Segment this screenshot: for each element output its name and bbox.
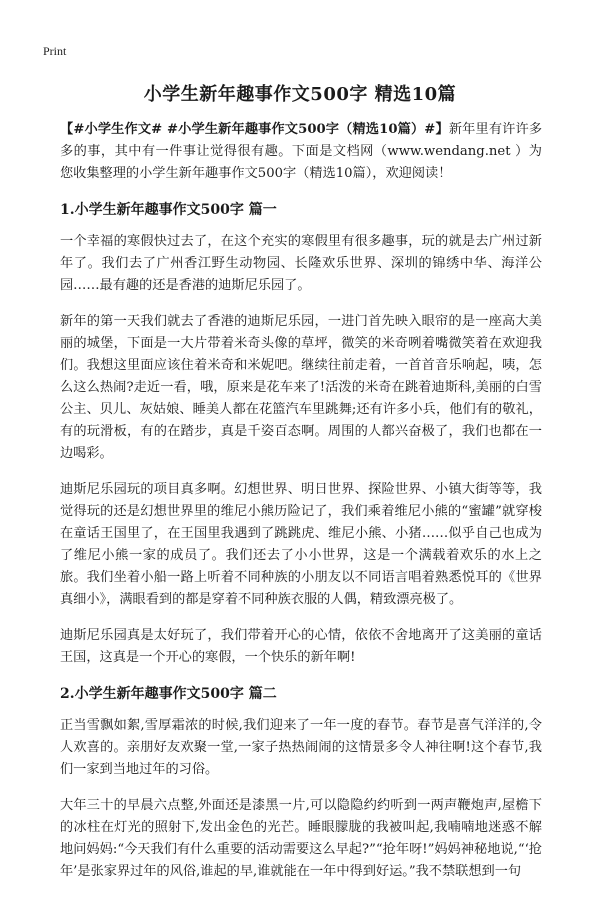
article-body: [60, 119, 542, 897]
paragraph: 正当雪飘如絮,雪厚霜浓的时候,我们迎来了一年一度的春节。春节是喜气洋洋的,令人欢喜的。亲朋好友欢聚一堂,一家子热热闹闹的这情景多令人神往啊!这个春节,我们一家到当地过年的习俗。: [60, 718, 542, 777]
paragraph: 新年的第一天我们就去了香港的迪斯尼乐园，一进门首先映入眼帘的是一座高大美丽的城堡，下面是一大片带着米奇头像的草坪，微笑的米奇咧着嘴微笑着在欢迎我们。我想这里面应该住着米奇和米妮吧。继续往前走着，一首首音乐响起，咦，怎么这么热闹?走近一看，哦，原来是花车来了!活泼的米奇在跳着迪斯科,美丽的白雪公主、贝儿、灰姑娘、睡美人都在花篮汽车里跳舞;还有许多小兵，他们有的敬礼，有的玩滑板，有的在踏步，真是千姿百态啊。周围的人都兴奋极了，我们也都在一边喝彩。: [60, 314, 542, 461]
page-title: 小学生新年趣事作文500字 精选10篇: [143, 84, 457, 105]
paragraph: 大年三十的早晨六点整,外面还是漆黑一片,可以隐隐约约听到一两声鞭炮声,屋檐下的冰柱在灯光的照射下,发出金色的光芒。睡眼朦胧的我被叫起,我喃喃地迷惑不解地问妈妈:“今天我们有什么重要的活动需要这么早起?”“抢年呀!”妈妈神秘地说,“‘抢年’是张家界过年的风俗,谁起的早,谁就能在一年中得到好运。”我不禁联想到一句: [60, 798, 542, 879]
intro-text: 新年里有许许多多的事，其中有一件事让觉得很有趣。下面是文档网（www.wendang.net ）为您收集整理的小学生新年趣事作文500字（精选10篇），欢迎阅读！: [60, 122, 543, 181]
paragraph: 一个幸福的寒假快过去了，在这个充实的寒假里有很多趣事，玩的就是去广州过新年了。我们去了广州香江野生动物园、长隆欢乐世界、深圳的锦绣中华、海洋公园……最有趣的还是香港的迪斯尼乐园了。: [60, 234, 542, 293]
section-heading-1: 1.小学生新年趣事作文500字 篇一: [60, 202, 277, 218]
paragraph: 迪斯尼乐园玩的项目真多啊。幻想世界、明日世界、探险世界、小镇大街等等，我觉得玩的还是幻想世界里的维尼小熊历险记了，我们乘着维尼小熊的“蜜罐”就穿梭在童话王国里了，在王国里我遇到了跳跳虎、维尼小熊、小猪……似乎自己也成为了维尼小熊一家的成员了。我们还去了小小世界，这是一个满载着欢乐的水上之旅。我们坐着小船一路上听着不同种族的小朋友以不同语言唱着熟悉悦耳的《世界真细小》，满眼看到的都是穿着不同种族衣服的人偶，精致漂亮极了。: [60, 482, 542, 607]
intro-tags: 【#小学生作文# #小学生新年趣事作文500字（精选10篇）#】: [60, 122, 449, 137]
section-heading-2: 2.小学生新年趣事作文500字 篇二: [60, 686, 277, 702]
print-link[interactable]: Print: [43, 44, 67, 58]
paragraph: 迪斯尼乐园真是太好玩了，我们带着开心的心情，依依不舍地离开了这美丽的童话王国，这真是一个开心的寒假，一个快乐的新年啊!: [60, 628, 542, 665]
intro-paragraph: [60, 119, 542, 185]
